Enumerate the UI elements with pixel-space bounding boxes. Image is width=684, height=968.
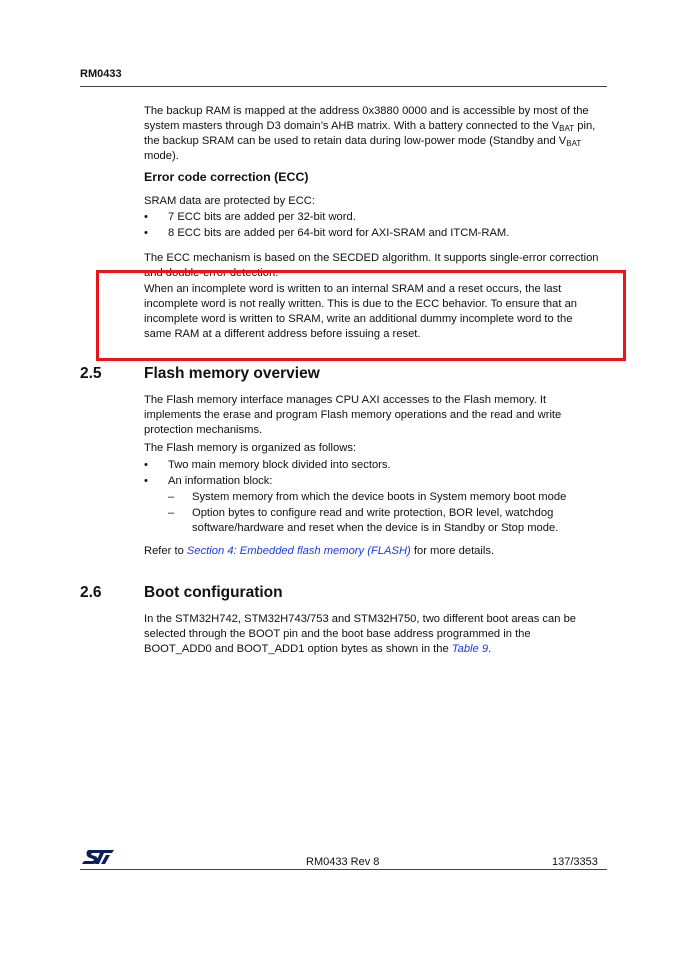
flash-paragraph: The Flash memory interface manages CPU AXI accesses to the Flash memory. It implements the erase and program Flash memory operations and the read and write protection mechanisms. (144, 394, 562, 436)
intro-line: mode). (144, 150, 179, 162)
intro-line: The backup RAM is mapped at the address 0x3880 0000 and is accessible by most of the (144, 105, 589, 117)
section-title: Boot configuration (144, 584, 283, 601)
list-item: – System memory from which the device boots in System memory boot mode (168, 491, 567, 503)
ecc-note (144, 282, 610, 342)
section-number: 2.5 (80, 365, 102, 382)
flash-organized: The Flash memory is organized as follows: (144, 442, 357, 454)
flash-refer: Refer to Section 4: Embedded flash memory (FLASH) for more details. (144, 545, 495, 557)
note-line: incomplete word is written to SRAM, write an additional dummy incomplete word to the (144, 313, 573, 325)
section-link[interactable]: Section 4: Embedded flash memory (FLASH) (186, 545, 411, 557)
ecc-heading: Error code correction (ECC) (144, 170, 309, 184)
list-item: • 8 ECC bits are added per 64-bit word for AXI-SRAM and ITCM-RAM. (144, 227, 510, 239)
list-item: • 7 ECC bits are added per 32-bit word. (144, 211, 356, 223)
page-number: 137/3353 (552, 856, 598, 868)
note-line: same RAM at a different address before issuing a reset. (144, 328, 421, 340)
intro-line: the backup SRAM can be used to retain data during low-power mode (Standby and $V_{BAT}$ (144, 135, 582, 148)
list-item: • Two main memory block divided into sectors. (144, 459, 391, 471)
st-logo-icon (80, 848, 116, 866)
header-rule (80, 86, 607, 87)
list-item: • An information block: (144, 475, 273, 487)
section-number: 2.6 (80, 584, 102, 601)
boot-paragraph: In the STM32H742, STM32H743/753 and STM32H750, two different boot areas can be selected through the BOOT pin and the boot base address programmed in the BOOT_ADD0 and BOOT_ADD1 option bytes as shown in the Table 9. (144, 613, 577, 655)
note-line: When an incomplete word is written to an internal SRAM and a reset occurs, the last (144, 283, 562, 295)
footer-rule (80, 869, 607, 870)
table-link[interactable]: Table 9 (451, 643, 489, 655)
ecc-mechanism-clipped: and double-error detection. (144, 267, 279, 279)
section-title: Flash memory overview (144, 365, 320, 382)
list-item: – Option bytes to configure read and write protection, BOR level, watchdog (168, 507, 554, 519)
ecc-bullet-list (144, 210, 610, 241)
document-id: RM0433 (80, 68, 122, 80)
intro-line: system masters through D3 domain’s AHB matrix. With a battery connected to the $V_{BAT}$ pin, (144, 120, 596, 133)
flash-list (144, 458, 610, 536)
intro-paragraph (144, 104, 610, 164)
ecc-lead: SRAM data are protected by ECC: (144, 195, 315, 207)
note-line: incomplete word is not really written. This is due to the ECC behavior. To ensure that an (144, 298, 578, 310)
list-item-continued: software/hardware and reset when the device is in Standby or Stop mode. (192, 522, 559, 534)
ecc-mechanism: The ECC mechanism is based on the SECDED algorithm. It supports single-error correction (144, 252, 599, 264)
footer-revision: RM0433 Rev 8 (306, 856, 380, 868)
